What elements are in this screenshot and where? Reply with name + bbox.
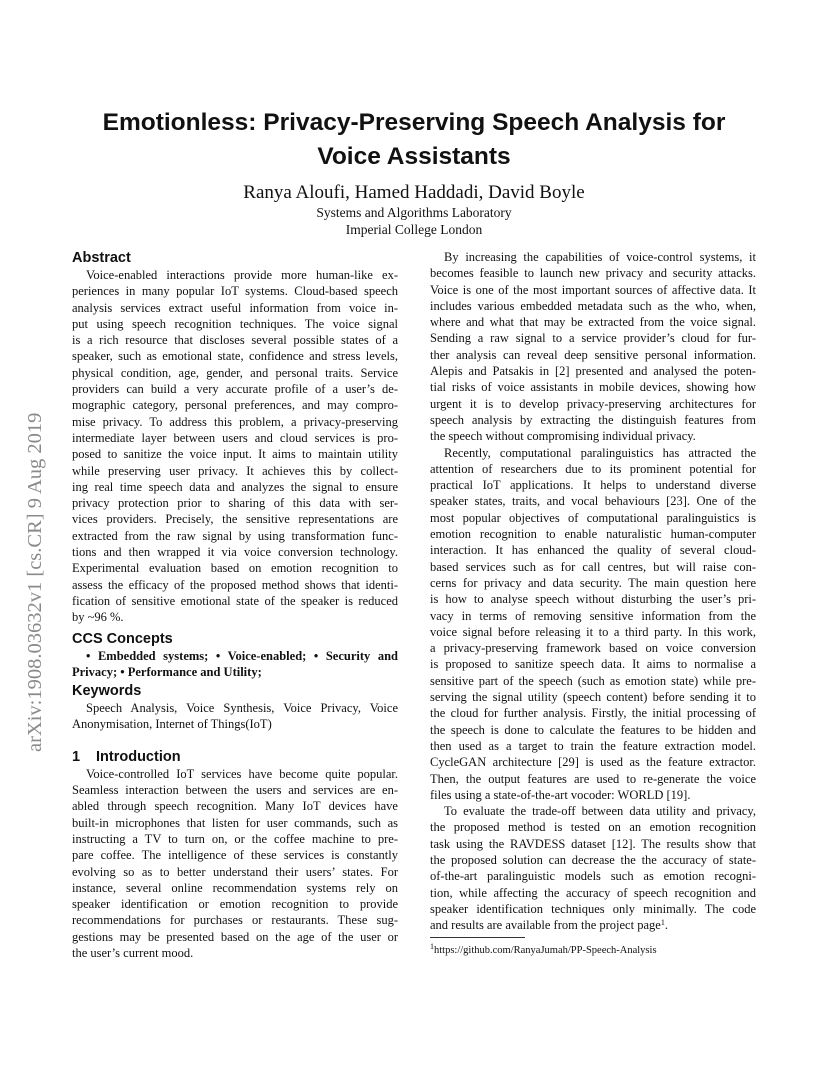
text-line: attention of researchers due to its prominent potential for xyxy=(430,461,756,476)
text-line: the proposed method is tested on an emotion recognition xyxy=(430,820,756,835)
affiliation-lab: Systems and Algorithms Laboratory xyxy=(316,205,512,220)
paragraph xyxy=(430,445,756,804)
title-line: Emotionless: Privacy-Preserving Speech Analysis for xyxy=(102,109,726,136)
text-line: speaker states, traits, and vocal behaviours [23]. One of the xyxy=(430,494,756,509)
text-line: fication of sensitive emotional state of the speaker is reduced xyxy=(72,593,398,608)
text-line: Sending a raw signal to a service provider’s cloud for fur- xyxy=(430,331,756,346)
text-line: instance, several online recommendation systems rely on xyxy=(72,880,398,895)
text-line: sensitive part of the speech (such as emotion state) while pre- xyxy=(430,673,756,688)
text-line: Voice is one of the most important sources of affective data. It xyxy=(430,282,756,297)
text-line: privacy protection prior to sharing of this data with ser- xyxy=(72,496,398,511)
footnote-marker: 1 xyxy=(660,918,665,928)
text-line: mographic category, personal preferences, and may compro- xyxy=(72,398,398,413)
text-line: the speech without compromising individual privacy. xyxy=(430,429,696,444)
ccs-line: Privacy; • Performance and Utility; xyxy=(72,664,262,679)
text-line: tial risks of voice assistants in mobile devices, showing how xyxy=(430,380,756,395)
ccs-heading: CCS Concepts xyxy=(72,630,173,647)
text-line: then used as a target to train the feature extraction model. xyxy=(430,738,756,753)
keywords-line: Speech Analysis, Voice Synthesis, Voice Privacy, Voice xyxy=(86,701,398,716)
text-line: mise privacy. To address this problem, a privacy-preserving xyxy=(72,414,398,429)
text-line: most popular objectives of computational paralinguistics is xyxy=(430,510,756,525)
text-line: ther analysis can reveal deep sensitive personal information. xyxy=(430,347,756,362)
text-line: includes various embedded metadata such as the who, when, xyxy=(430,298,756,313)
text-line: intermediate layer between users and cloud services is pro- xyxy=(72,430,398,445)
text-line: extracted from the raw signal by using transformation func- xyxy=(72,528,398,543)
author-list: Ranya Aloufi, Hamed Haddadi, David Boyle xyxy=(243,182,585,203)
text-line: CycleGAN architecture [29] is used as the feature extractor. xyxy=(430,755,756,770)
text-line: a privacy-preserving framework based on voice conversion xyxy=(430,641,756,656)
text-line: vacy in terms of removing sensitive information from the xyxy=(430,608,756,623)
text-line: Seamless interaction between the users and services are en- xyxy=(72,783,398,798)
text-line: serving the signal utility (speech content) before sending it to xyxy=(430,690,756,705)
text-line: Voice-enabled interactions provide more human-like ex- xyxy=(86,268,398,282)
text-line: pare coffee. The intelligence of these services is constantly xyxy=(72,848,398,863)
section-title: Introduction xyxy=(96,748,181,765)
text-line: speaker identification techniques only minimally. The code xyxy=(430,901,756,916)
text-line: of-the-art paralinguistic models such as emotion recogni- xyxy=(430,869,756,884)
text-line: providers can build a very accurate profile of a user’s de- xyxy=(72,382,398,397)
text-line: To evaluate the trade-off between data utility and privacy, xyxy=(444,804,756,819)
text-line: the speech is done to calculate the features to be hidden and xyxy=(430,722,756,737)
text-line: By increasing the capabilities of voice-control systems, it xyxy=(444,250,756,264)
text-line: put using speech recognition techniques. The voice signal xyxy=(72,316,398,331)
text-line: by ~96 %. xyxy=(72,610,124,625)
text-line: speech analysis by extracting the distinguish features from xyxy=(430,412,756,427)
text-line: physical condition, age, gender, and personal traits. Service xyxy=(72,365,398,380)
text-line: periences in many popular IoT systems. Cloud-based speech xyxy=(72,284,398,299)
text-line: files using a state-of-the-art vocoder: WORLD [19]. xyxy=(430,787,691,802)
text-line: Recently, computational paralinguistics has attracted the xyxy=(444,445,756,460)
paragraph-last-line: and results are available from the project page$^1$. xyxy=(430,918,668,933)
text-line: urgent it is to develop privacy-preserving architectures for xyxy=(430,396,756,411)
text-line: built-in microphones that listen for user commands, such as xyxy=(72,815,398,830)
text-line: assess the efficacy of the proposed method shows that identi- xyxy=(72,577,398,592)
text-line: the cloud for further analysis. Firstly, the initial processing of xyxy=(430,706,756,721)
right-column xyxy=(430,249,756,933)
text-line: Experimental evaluation based on emotion recognition to xyxy=(72,561,398,576)
section-number: 1 xyxy=(72,748,81,765)
text-line: vices providers. Precisely, the sensitive representations are xyxy=(72,512,398,527)
introduction-body xyxy=(72,766,398,962)
text-line: tions and then wrapped it via voice conversion technology. xyxy=(72,545,398,560)
text-line: analysis services extract useful information from voice in- xyxy=(72,300,398,315)
text-line: is proposed to sanitize speech data. It aims to normalise a xyxy=(430,657,756,672)
footnote-url[interactable]: https://github.com/RanyaJumah/PP-Speech-Analysis xyxy=(434,945,657,956)
text-line: tion, while affecting the accuracy of speech recognition and xyxy=(430,885,756,900)
text-line: cerns for privacy and data security. The main question here xyxy=(430,575,756,590)
text-line: abled through speech recognition. Many IoT devices have xyxy=(72,799,398,814)
text-line: based services such as for call centres, but will raise con- xyxy=(430,559,756,574)
keywords-line: Anonymisation, Internet of Things(IoT) xyxy=(72,717,272,732)
text-line: Then, the output features are used to re-generate the voice xyxy=(430,771,756,786)
abstract-body xyxy=(72,267,398,626)
text-line: ing real time speech data and analyzes the signal to ensure xyxy=(72,479,398,494)
text-line: instructing a TV to turn on, or the coffee machine to pre- xyxy=(72,831,398,846)
text-line: recommendations for purchases or restaurants. These sug- xyxy=(72,913,398,928)
keywords-heading: Keywords xyxy=(72,683,142,700)
paper-title xyxy=(60,106,768,174)
text-line: while preserving user privacy. It achieves this by collect- xyxy=(72,463,398,478)
text-line: practical IoT applications. It helps to understand diverse xyxy=(430,478,756,493)
text-line: task using the RAVDESS dataset [12]. The results show that xyxy=(430,836,756,851)
text-line: is how to analyse speech without disturbing the user’s pri- xyxy=(430,592,756,607)
text-line: speaker identification or emotion recognition to provide xyxy=(72,897,398,912)
paragraph xyxy=(430,249,756,445)
abstract-heading: Abstract xyxy=(72,250,131,266)
text-line: the user’s current mood. xyxy=(72,945,194,960)
paragraph xyxy=(430,803,756,917)
text-line: the proposed solution can decrease the the accuracy of state- xyxy=(430,852,756,867)
footnote-mark: 1 xyxy=(430,942,434,951)
text-line: interaction. It has enhanced the quality of several cloud- xyxy=(430,543,756,558)
title-line: Voice Assistants xyxy=(317,143,511,170)
affiliation-institution: Imperial College London xyxy=(345,222,483,237)
text-line: Voice-controlled IoT services have become quite popular. xyxy=(86,766,398,781)
text-line: where and what that may be extracted from the voice signal. xyxy=(430,315,756,330)
section-heading-introduction xyxy=(72,748,398,766)
text-line: evolving so as to better understand their users’ states. For xyxy=(72,864,398,879)
text-line: voice signal before releasing it to a third party. In this work, xyxy=(430,624,756,639)
arxiv-identifier-stamp: arXiv:1908.03632v1 [cs.CR] 9 Aug 2019 xyxy=(24,412,46,752)
text-line: posed to sanitize the voice input. It aims to maintain utility xyxy=(72,447,398,462)
text-line: is a rich resource that discloses several possible states of a xyxy=(72,333,398,348)
text-line: Alepis and Patsakis in [2] presented and analysed the poten- xyxy=(430,364,756,379)
left-column xyxy=(72,249,398,961)
text-line: emotion recognition to enable naturalistic human-computer xyxy=(430,527,756,542)
text-line: speaker, such as emotional state, confidence and stress levels, xyxy=(72,349,398,364)
footnote-rule xyxy=(430,937,525,938)
text-line: becomes feasible to launch new privacy and security attacks. xyxy=(430,266,756,281)
footnote xyxy=(430,944,657,957)
ccs-line: • Embedded systems; • Voice-enabled; • Security and xyxy=(86,648,398,663)
text-line: gestions may be presented based on the age of the user or xyxy=(72,929,398,944)
